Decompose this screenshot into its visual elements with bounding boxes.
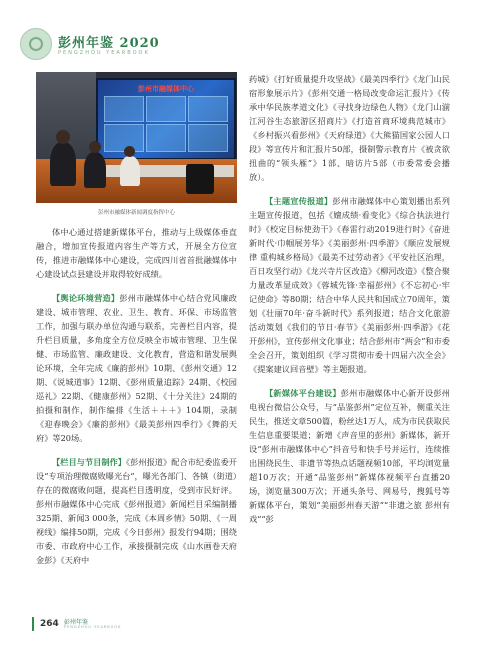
photo-person-head	[56, 130, 70, 144]
page-header	[20, 28, 260, 62]
photo-screen-tile	[146, 96, 186, 122]
page-number: 264	[40, 619, 59, 629]
section-tag: 【栏目与节目制作】	[52, 457, 127, 467]
left-paragraph	[36, 455, 237, 567]
left-column	[36, 72, 237, 567]
right-column	[249, 72, 450, 526]
photo-screen-tile	[188, 124, 228, 152]
section-tag: 【舆论环境营造】	[52, 293, 120, 303]
photo-person	[84, 152, 106, 188]
page-footer	[32, 617, 232, 637]
left-paragraph	[36, 225, 237, 281]
photo-person-head	[89, 141, 101, 153]
yearbook-subtitle: PENGZHOU YEARBOOK	[58, 50, 150, 56]
photo-chair	[186, 164, 214, 194]
footer-subtitle: PENGZHOU YEARBOOK	[64, 625, 122, 629]
paragraph-text: 彭州市融媒体中心结合党风廉政建设、城市管理、农业、卫生、教育、环保、市场监管工作，加强与联办单位沟通与联系，完善栏目内容，提升栏目质量，多角度全方位反映全市城市管理、卫生保健、市场监管、廉政建设、文化教育，营造和谐发展舆论环境，全年完成《廉韵彭州》10期、《彭州交通》12期、《说城道事》12期、《彭州质量追踪》24期、《校园巡礼》22期、《健康彭州》52期、《十分关注》24期的拍摄和制作，制作编排《生活＋＋＋》104期，录制《迎春晚会》《廉韵彭州》《最美彭州四季行》《舞韵天府》等20场。	[36, 293, 237, 443]
footer-accent-bar	[32, 617, 34, 631]
right-paragraph	[249, 386, 450, 526]
photo-screen-tile	[104, 96, 144, 122]
photo-caption: 彭州市融媒体新闻调度指挥中心	[97, 210, 175, 216]
photo-person	[50, 142, 76, 186]
photo-screen-title: 彭州市融媒体中心	[138, 85, 194, 93]
right-paragraph	[249, 194, 450, 376]
photo-screen-tile	[188, 96, 228, 122]
photo-screen-tile	[146, 124, 186, 152]
photo-video-wall	[96, 78, 236, 160]
yearbook-title: 彭州年鉴 2020	[58, 36, 160, 51]
photo-person-head	[124, 146, 135, 157]
section-tag: 【新媒体平台建设】	[265, 388, 341, 398]
paragraph-text: 《彭州报道》配合市纪委监委开设“专项治理微腐败曝光台”，曝光各部门、各镇（街道）存在的微腐败问题，提高栏目透明度，受到市民好评。彭州市融媒体中心完成《彭州报道》新闻栏目采编制播325期、新闻3 000条，完成《本周乡情》50期、《一周视线》编排50期，完成《今日彭州》报发行94期；围绕市委、市政府中心工作，承接摄制完成《山水画卷天府金彭》《天府中	[36, 457, 237, 565]
paragraph-text: 彭州市融媒体中心新开设彭州电视台微信公众号，与“品鉴彭州”定位互补，侧重关注民生，推送文章500篇，粉丝达1万人，成为市民获取民生信息重要渠道；新增《声音里的彭州》新媒体，新开设“彭州市融媒体中心”抖音号和快手号并运行，连续推出围绕民生、非遗节等热点话题视频10部，平均浏览量超10万次；开通“品鉴彭州”新媒体视频平台直播20场，浏览量300万次；开通头条号、网易号，搜狐号等新媒体平台，策划“美丽彭州春天游”“非遗之旅 彭州有戏”“彭	[249, 388, 450, 524]
paragraph-text: 药城》《打好质量提升攻坚战》《最美四季行》《龙门山民宿形象展示片》《彭州交通一格局改变命运汇报片》《传承中华民族孝道文化》《寻找身边绿色人物》《龙门山湔江河谷生态旅游区招商片》《打造首商环境典范城市》《乡村振兴看彭州》《天府绿道》《大熊猫国家公园人口段》等宣传片和汇报片50部，摄制警示教育片《被贪欲扭曲的“领头雁”》1部、暗访片5部（市委常委会播放）。	[249, 74, 450, 182]
photo-person	[120, 156, 140, 186]
section-tag: 【主题宣传报道】	[265, 196, 333, 206]
paragraph-text: 体中心通过搭建新媒体平台，推动与上级媒体垂直融合，增加宣传报道内容生产等方式，开展全方位宣传，推进市融媒体中心建设，完成四川省首批融媒体中心建设试点县建设并取得较好成绩。	[36, 227, 237, 279]
footer-title: 彭州年鉴	[64, 619, 89, 626]
yearbook-logo-icon	[20, 28, 52, 60]
right-paragraph	[249, 72, 450, 184]
news-center-photo	[36, 72, 237, 203]
left-paragraph	[36, 291, 237, 445]
paragraph-text: 彭州市融媒体中心策划播出系列主题宣传报道，包括《嬗成绩·看变化》《综合执法进行时》《校定目标使劲干》《春雷行动2019进行时》《奋进新时代·巾帼展芳华》《美丽彭州·四季游》《顺应发展规律 重构城乡格局》《最美不过劳动者》《平安社区治理，百日攻坚行动》《龙兴寺片区改造》《柳河改造》《整合聚力量改革显成效》《蓉城先锋·幸福彭州》《不忘初心·牢记使命》等80期；结合中华人民共和国成立70周年，策划《壮丽70年·奋斗新时代》系列报道；结合文化旅游活动策划《我们的节日·春节》《美丽彭州·四季游》《花开彭州》，宣传彭州文化事业；结合彭州市“两会”和市委全会召开，策划组织《学习贯彻市委十四届六次全会》《提案建议回音壁》等主题报道。	[249, 196, 450, 374]
